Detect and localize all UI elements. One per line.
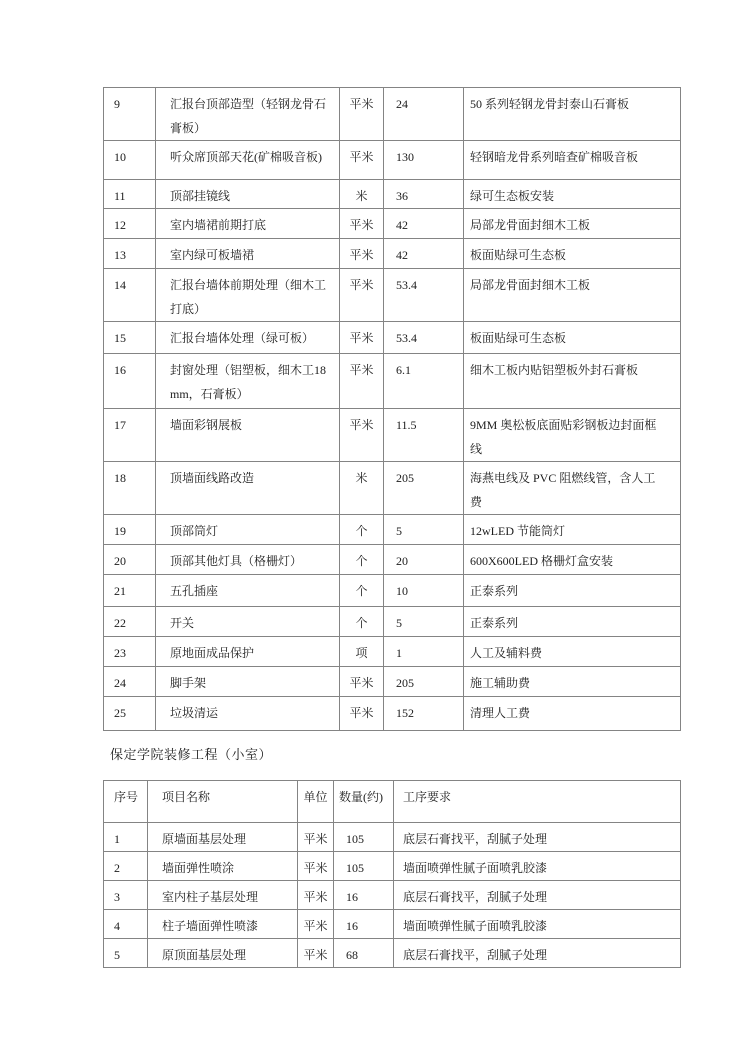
cell-unit: 平米 bbox=[340, 354, 384, 409]
header-seq: 序号 bbox=[104, 781, 148, 823]
table-header-row bbox=[104, 781, 681, 823]
cell-qty: 20 bbox=[384, 545, 464, 575]
cell-qty: 105 bbox=[334, 823, 394, 852]
cell-req: 底层石膏找平，刮腻子处理 bbox=[394, 881, 681, 910]
cell-req: 墙面喷弹性腻子面喷乳胶漆 bbox=[394, 910, 681, 939]
cell-name: 室内绿可板墙裙 bbox=[156, 239, 340, 269]
cell-req: 细木工板内贴铝塑板外封石膏板 bbox=[464, 354, 681, 409]
cell-req: 9MM 奥松板底面贴彩钢板边封面框线 bbox=[464, 409, 681, 462]
cell-qty: 11.5 bbox=[384, 409, 464, 462]
cell-unit: 平米 bbox=[298, 881, 334, 910]
cell-seq: 25 bbox=[104, 697, 156, 731]
cell-name: 原地面成品保护 bbox=[156, 637, 340, 667]
cell-name: 汇报台墙体前期处理（细木工打底） bbox=[156, 269, 340, 322]
cell-seq: 2 bbox=[104, 852, 148, 881]
cell-unit: 平米 bbox=[340, 697, 384, 731]
cell-seq: 19 bbox=[104, 515, 156, 545]
cell-qty: 105 bbox=[334, 852, 394, 881]
cell-req: 海燕电线及 PVC 阻燃线管，含人工费 bbox=[464, 462, 681, 515]
cell-unit: 平米 bbox=[298, 823, 334, 852]
cell-name: 汇报台墙体处理（绿可板） bbox=[156, 322, 340, 354]
table-row bbox=[104, 697, 681, 731]
cell-seq: 13 bbox=[104, 239, 156, 269]
cell-unit: 个 bbox=[340, 545, 384, 575]
cell-name: 柱子墙面弹性喷漆 bbox=[148, 910, 298, 939]
renovation-items-table-continued bbox=[103, 87, 681, 731]
header-req: 工序要求 bbox=[394, 781, 681, 823]
cell-qty: 152 bbox=[384, 697, 464, 731]
cell-name: 墙面弹性喷涂 bbox=[148, 852, 298, 881]
cell-req: 板面贴绿可生态板 bbox=[464, 322, 681, 354]
cell-name: 顶部其他灯具（格栅灯） bbox=[156, 545, 340, 575]
header-name: 项目名称 bbox=[148, 781, 298, 823]
cell-seq: 17 bbox=[104, 409, 156, 462]
table-row bbox=[104, 667, 681, 697]
cell-seq: 5 bbox=[104, 939, 148, 968]
table-row bbox=[104, 209, 681, 239]
table-row bbox=[104, 239, 681, 269]
table-row bbox=[104, 322, 681, 354]
cell-unit: 平米 bbox=[340, 322, 384, 354]
cell-seq: 15 bbox=[104, 322, 156, 354]
table-row bbox=[104, 881, 681, 910]
cell-name: 封窗处理（铝塑板，细木工18mm，石膏板） bbox=[156, 354, 340, 409]
cell-qty: 1 bbox=[384, 637, 464, 667]
cell-req: 施工辅助费 bbox=[464, 667, 681, 697]
cell-name: 顶墙面线路改造 bbox=[156, 462, 340, 515]
cell-unit: 平米 bbox=[340, 409, 384, 462]
table-row bbox=[104, 852, 681, 881]
table-row bbox=[104, 575, 681, 607]
cell-req: 人工及辅料费 bbox=[464, 637, 681, 667]
table-row bbox=[104, 462, 681, 515]
cell-name: 开关 bbox=[156, 607, 340, 637]
cell-seq: 14 bbox=[104, 269, 156, 322]
cell-req: 50 系列轻钢龙骨封泰山石膏板 bbox=[464, 88, 681, 141]
cell-qty: 53.4 bbox=[384, 322, 464, 354]
table-row bbox=[104, 409, 681, 462]
cell-unit: 米 bbox=[340, 180, 384, 209]
cell-req: 局部龙骨面封细木工板 bbox=[464, 269, 681, 322]
header-unit: 单位 bbox=[298, 781, 334, 823]
table-row bbox=[104, 910, 681, 939]
cell-name: 脚手架 bbox=[156, 667, 340, 697]
cell-unit: 平米 bbox=[340, 209, 384, 239]
cell-unit: 平米 bbox=[340, 269, 384, 322]
cell-qty: 205 bbox=[384, 462, 464, 515]
cell-seq: 16 bbox=[104, 354, 156, 409]
cell-req: 轻钢暗龙骨系列暗查矿棉吸音板 bbox=[464, 141, 681, 180]
cell-qty: 16 bbox=[334, 881, 394, 910]
cell-req: 局部龙骨面封细木工板 bbox=[464, 209, 681, 239]
cell-unit: 个 bbox=[340, 515, 384, 545]
cell-qty: 68 bbox=[334, 939, 394, 968]
cell-name: 汇报台顶部造型（轻钢龙骨石膏板） bbox=[156, 88, 340, 141]
table-row bbox=[104, 637, 681, 667]
section-title: 保定学院装修工程（小室） bbox=[110, 747, 273, 762]
cell-req: 底层石膏找平，刮腻子处理 bbox=[394, 823, 681, 852]
cell-req: 底层石膏找平，刮腻子处理 bbox=[394, 939, 681, 968]
cell-qty: 6.1 bbox=[384, 354, 464, 409]
cell-req: 绿可生态板安装 bbox=[464, 180, 681, 209]
cell-seq: 24 bbox=[104, 667, 156, 697]
cell-unit: 平米 bbox=[340, 141, 384, 180]
cell-qty: 24 bbox=[384, 88, 464, 141]
cell-req: 清理人工费 bbox=[464, 697, 681, 731]
cell-qty: 5 bbox=[384, 515, 464, 545]
cell-req: 板面贴绿可生态板 bbox=[464, 239, 681, 269]
table-row bbox=[104, 141, 681, 180]
cell-seq: 22 bbox=[104, 607, 156, 637]
table-row bbox=[104, 515, 681, 545]
cell-seq: 3 bbox=[104, 881, 148, 910]
cell-qty: 205 bbox=[384, 667, 464, 697]
table-row bbox=[104, 88, 681, 141]
cell-name: 原顶面基层处理 bbox=[148, 939, 298, 968]
cell-qty: 5 bbox=[384, 607, 464, 637]
cell-unit: 米 bbox=[340, 462, 384, 515]
cell-qty: 42 bbox=[384, 239, 464, 269]
cell-name: 顶部挂镜线 bbox=[156, 180, 340, 209]
cell-name: 听众席顶部天花(矿棉吸音板) bbox=[156, 141, 340, 180]
cell-req: 600X600LED 格栅灯盒安装 bbox=[464, 545, 681, 575]
table-row bbox=[104, 823, 681, 852]
cell-req: 墙面喷弹性腻子面喷乳胶漆 bbox=[394, 852, 681, 881]
cell-qty: 36 bbox=[384, 180, 464, 209]
cell-name: 室内柱子基层处理 bbox=[148, 881, 298, 910]
table-row bbox=[104, 939, 681, 968]
cell-seq: 11 bbox=[104, 180, 156, 209]
cell-seq: 12 bbox=[104, 209, 156, 239]
cell-seq: 1 bbox=[104, 823, 148, 852]
cell-qty: 10 bbox=[384, 575, 464, 607]
cell-unit: 项 bbox=[340, 637, 384, 667]
cell-req: 正泰系列 bbox=[464, 575, 681, 607]
cell-name: 原墙面基层处理 bbox=[148, 823, 298, 852]
header-qty: 数量(约) bbox=[334, 781, 394, 823]
cell-name: 室内墙裙前期打底 bbox=[156, 209, 340, 239]
cell-req: 正泰系列 bbox=[464, 607, 681, 637]
cell-qty: 16 bbox=[334, 910, 394, 939]
cell-seq: 21 bbox=[104, 575, 156, 607]
cell-seq: 18 bbox=[104, 462, 156, 515]
cell-unit: 个 bbox=[340, 575, 384, 607]
cell-seq: 20 bbox=[104, 545, 156, 575]
table-row bbox=[104, 180, 681, 209]
cell-unit: 平米 bbox=[298, 939, 334, 968]
cell-seq: 23 bbox=[104, 637, 156, 667]
cell-qty: 42 bbox=[384, 209, 464, 239]
cell-qty: 53.4 bbox=[384, 269, 464, 322]
cell-unit: 平米 bbox=[340, 88, 384, 141]
cell-seq: 10 bbox=[104, 141, 156, 180]
small-room-table bbox=[103, 780, 681, 968]
table-row bbox=[104, 354, 681, 409]
cell-name: 垃圾清运 bbox=[156, 697, 340, 731]
cell-name: 五孔插座 bbox=[156, 575, 340, 607]
cell-seq: 4 bbox=[104, 910, 148, 939]
cell-name: 顶部筒灯 bbox=[156, 515, 340, 545]
cell-unit: 平米 bbox=[340, 239, 384, 269]
cell-unit: 平米 bbox=[298, 852, 334, 881]
cell-qty: 130 bbox=[384, 141, 464, 180]
table-row bbox=[104, 607, 681, 637]
table-row bbox=[104, 269, 681, 322]
table-row bbox=[104, 545, 681, 575]
cell-unit: 平米 bbox=[340, 667, 384, 697]
cell-seq: 9 bbox=[104, 88, 156, 141]
cell-unit: 个 bbox=[340, 607, 384, 637]
cell-req: 12wLED 节能筒灯 bbox=[464, 515, 681, 545]
cell-name: 墙面彩钢展板 bbox=[156, 409, 340, 462]
cell-unit: 平米 bbox=[298, 910, 334, 939]
